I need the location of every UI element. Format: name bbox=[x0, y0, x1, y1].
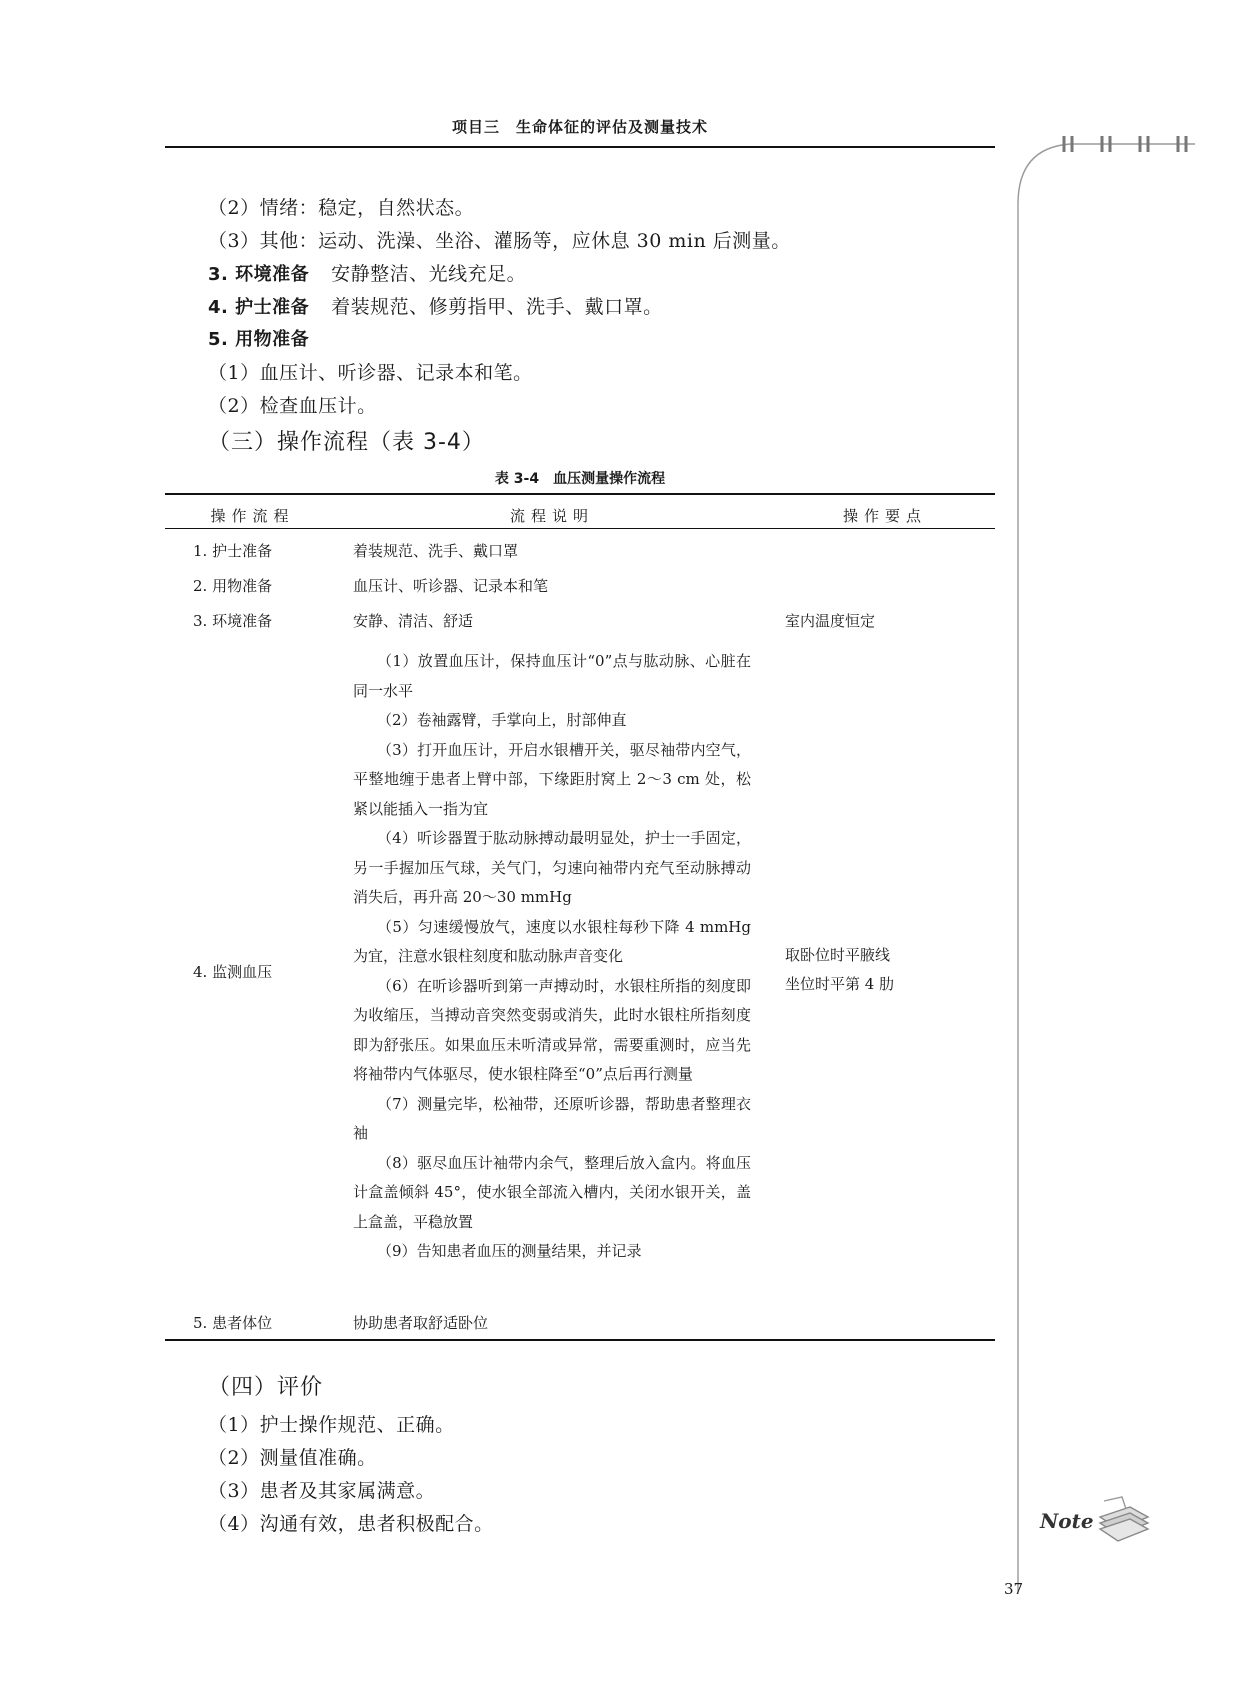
table-row-2-desc: 血压计、听诊器、记录本和笔 bbox=[353, 577, 549, 595]
notebook-icon bbox=[1040, 1495, 1150, 1555]
table-row-1-step: 1. 护士准备 bbox=[193, 542, 273, 560]
table-row-3-desc: 安静、清洁、舒适 bbox=[353, 612, 474, 630]
table-header-rule bbox=[165, 528, 995, 529]
header-rule bbox=[165, 146, 995, 148]
text-line-items-2: （2）检查血压计。 bbox=[208, 395, 377, 417]
desc-paragraph-2: （2）卷袖露臂，手掌向上，肘部伸直 bbox=[377, 711, 627, 729]
desc-paragraph-6: （6）在听诊器听到第一声搏动时，水银柱所指的刻度即为收缩压，当搏动音突然变弱或消失，此时水银柱所指刻度即为舒张压。如果血压未听清或异常，需要重测时，应当先将袖带内气体驱尽，使水银柱降至“0”点后再行测量 bbox=[353, 976, 751, 1083]
table-caption: 表 3-4 血压测量操作流程 bbox=[494, 471, 666, 487]
table-row-3-step: 3. 环境准备 bbox=[193, 612, 273, 630]
table-header-step: 操作流程 bbox=[210, 507, 295, 525]
items-prep-label: 5. 用物准备 bbox=[208, 329, 310, 350]
nurse-prep-line bbox=[208, 292, 663, 319]
table-top-rule bbox=[165, 493, 995, 495]
desc-paragraph-7: （7）测量完毕，松袖带，还原听诊器，帮助患者整理衣袖 bbox=[353, 1094, 751, 1142]
table-bottom-rule bbox=[165, 1339, 995, 1341]
eval-line-3: （3）患者及其家属满意。 bbox=[208, 1480, 436, 1502]
note-label: Note bbox=[1040, 1509, 1094, 1533]
env-prep-line bbox=[208, 259, 526, 286]
eval-line-1: （1）护士操作规范、正确。 bbox=[208, 1414, 455, 1436]
eval-line-2: （2）测量值准确。 bbox=[208, 1447, 377, 1469]
page-number: 37 bbox=[1004, 1580, 1024, 1598]
nurse-prep-text: 着装规范、修剪指甲、洗手、戴口罩。 bbox=[331, 296, 663, 318]
table-row-1-desc: 着装规范、洗手、戴口罩 bbox=[353, 542, 519, 560]
table-row-3-point: 室内温度恒定 bbox=[785, 612, 876, 630]
table-row-4-point-1: 取卧位时平腋线 bbox=[785, 946, 891, 964]
table-row-5-step: 5. 患者体位 bbox=[193, 1314, 273, 1332]
section-heading-procedure: （三）操作流程（表 3-4） bbox=[208, 430, 485, 455]
margin-ornament-icon bbox=[1010, 134, 1200, 1594]
text-line-other: （3）其他：运动、洗澡、坐浴、灌肠等，应休息 30 min 后测量。 bbox=[208, 230, 791, 252]
desc-paragraph-9: （9）告知患者血压的测量结果，并记录 bbox=[377, 1242, 642, 1260]
text-line-items-1: （1）血压计、听诊器、记录本和笔。 bbox=[208, 362, 533, 384]
desc-paragraph-5: （5）匀速缓慢放气，速度以水银柱每秒下降 4 mmHg 为宜，注意水银柱刻度和肱动脉声音变化 bbox=[353, 917, 751, 965]
running-header: 项目三 生命体征的评估及测量技术 bbox=[451, 118, 708, 136]
text-line-emotion: （2）情绪：稳定，自然状态。 bbox=[208, 197, 475, 219]
desc-paragraph-3: （3）打开血压计，开启水银槽开关，驱尽袖带内空气，平整地缠于患者上臂中部，下缘距肘窝上 2～3 cm 处，松紧以能插入一指为宜 bbox=[353, 740, 751, 818]
items-prep-line bbox=[208, 325, 309, 351]
eval-line-4: （4）沟通有效，患者积极配合。 bbox=[208, 1513, 494, 1535]
env-prep-text: 安静整洁、光线充足。 bbox=[331, 263, 527, 285]
table-row-5-desc: 协助患者取舒适卧位 bbox=[353, 1314, 489, 1332]
table-row-4-step: 4. 监测血压 bbox=[193, 963, 273, 981]
env-prep-label: 3. 环境准备 bbox=[208, 264, 310, 285]
table-row-4-desc bbox=[353, 647, 751, 1267]
desc-paragraph-4: （4）听诊器置于肱动脉搏动最明显处，护士一手固定，另一手握加压气球，关气门，匀速向袖带内充气至动脉搏动消失后，再升高 20～30 mmHg bbox=[353, 829, 751, 906]
table-header-desc: 流程说明 bbox=[509, 507, 594, 525]
desc-paragraph-1: （1）放置血压计，保持血压计“0”点与肱动脉、心脏在同一水平 bbox=[353, 652, 751, 700]
nurse-prep-label: 4. 护士准备 bbox=[208, 297, 310, 318]
table-header-point: 操作要点 bbox=[842, 507, 927, 525]
table-row-4-point-2: 坐位时平第 4 肋 bbox=[785, 975, 895, 993]
table-row-2-step: 2. 用物准备 bbox=[193, 577, 273, 595]
section-heading-evaluation: （四）评价 bbox=[208, 1375, 324, 1400]
desc-paragraph-8: （8）驱尽血压计袖带内余气，整理后放入盒内。将血压计盒盖倾斜 45°，使水银全部流入槽内，关闭水银开关，盖上盒盖，平稳放置 bbox=[353, 1153, 751, 1231]
